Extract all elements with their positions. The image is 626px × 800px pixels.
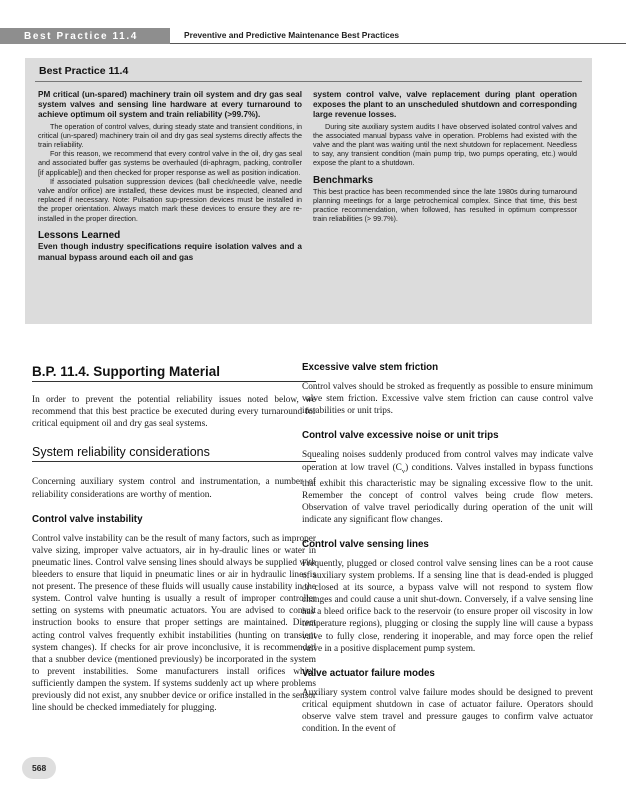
sensing-heading: Control valve sensing lines: [302, 538, 429, 550]
lessons-learned-text: Even though industry specifications require isolation valves and a manual bypass around each oil and gas: [38, 242, 302, 262]
page-number: 568: [22, 757, 56, 779]
noise-text-part: Squealing noises suddenly produced from control valves may indicate valve operation at low travel (C: [302, 450, 593, 473]
noise-heading: Control valve excessive noise or unit trips: [302, 430, 499, 442]
best-practice-right-column: [313, 90, 577, 224]
noise-text-part: ) conditions. Valves installed in bypass functions that exhibit this characteristic may be signaling excessive flow to the unit. Remember the concept of control valves being crude flow meters. Observation of valve travel periodically during operation of the unit will indicate any significant flow changes.: [302, 462, 593, 525]
subsection-title: System reliability considerations: [32, 446, 316, 462]
section-title: B.P. 11.4. Supporting Material: [32, 366, 316, 382]
paragraph: If associated pulsation suppression devices (ball check/needle valve, needle valve and/or orifice) are installed, these devices must be inspected, cleaned and replaced if necessary. Note: Pulsation sup-pression devices must be installed in the proper orientation. Always match mark these devices to ensure they are re-installed in the proper direction.: [38, 176, 302, 223]
main-right-column: [302, 362, 593, 737]
best-practice-title: Best Practice 11.4: [39, 65, 129, 77]
actuator-paragraph: Auxiliary system control valve failure modes should be designed to prevent critical equipment shutdown in case of actuator failure. Operators should observe valve stem travel and pressure gauges to confirm valve actuator condition. In the event of: [302, 687, 593, 735]
benchmarks-text: This best practice has been recommended since the late 1980s during turnaround planning meetings for a large petrochemical complex. Since that time, this best practice recommendation, when followed, has resulted in optimum compressor train reliabilities (> 99.7%).: [313, 186, 577, 224]
header-rule: [170, 43, 626, 44]
benchmarks-heading: Benchmarks: [313, 174, 374, 186]
intro-paragraph: In order to prevent the potential reliability issues noted below, we recommend that this best practice be executed during every turnaround for critical equipment oil and dry gas seal systems.: [32, 395, 316, 430]
friction-paragraph: Control valves should be stroked as frequently as possible to ensure minimum valve stem friction. Excessive valve stem friction can cause control valve instabilities or unit trips.: [302, 382, 593, 417]
best-practice-rule: [35, 81, 582, 82]
best-practice-lead: PM critical (un-spared) machinery train oil system and dry gas seal system valves and sensing line hardware at every turnaround to achieve optimum oil system and train reliability (>99.7%).: [38, 90, 302, 120]
lessons-learned-heading: Lessons Learned: [38, 229, 121, 241]
noise-subscript: v: [401, 467, 406, 475]
best-practice-lead-continued: system control valve, valve replacement during plant operation exposes the plant to an unscheduled shutdown and corresponding large revenue losses.: [313, 90, 577, 120]
best-practice-box: [25, 58, 592, 324]
noise-paragraph: [302, 449, 593, 525]
instability-paragraph: Control valve instability can be the result of many factors, such as improper valve sizing, improper valve actuators, air in hy-draulic lines or water in pneumatic lines. Control valve sensing lines should always be supplied with bleeders to ensure that liquid in pneumatic lines or air in hydraulic lines is not present. The presence of these fluids will usually cause instability in the system. Control valve hunting is usually a result of improper controller setting on systems with pneumatic actuators. You are advised to consult instruction books to ensure that proper settings are maintained. Direct acting control valves frequently exhibit instabilities (hunting on transient system changes). If checks for air prove inconclusive, it is recommended that a snubber device (mentioned previously) be incorporated in the system to prevent instabilities. Some manufacturers install orifices which sufficiently dampen the system. If systems suddenly act up where problems previously did not exist, any snubber device or orifice installed in the sensor line should be checked immediately for plugging.: [32, 533, 316, 714]
paragraph: The operation of control valves, during steady state and transient conditions, in critical (un-spared) machinery train oil and dry gas seal systems directly affects the train reliability.: [38, 121, 302, 150]
header-tab: Best Practice 11.4: [0, 28, 170, 44]
friction-heading: Excessive valve stem friction: [302, 362, 439, 373]
subsection-paragraph: Concerning auxiliary system control and instrumentation, a number of reliability considerations are worthy of mention.: [32, 477, 316, 500]
instability-heading: Control valve instability: [32, 513, 143, 525]
sensing-paragraph: Frequently, plugged or closed control valve sensing lines can be a root cause of auxiliary system problems. If a sensing line that is dead-ended is plugged or closed at its source, a bypass valve will not respond to system flow changes and could cause a unit shut-down. Conversely, if a valve sensing line has a bleed orifice back to the reservoir (to ensure proper oil viscosity in low temperature regions), plugging or closing the supply line will cause a bypass valve to fully close, rendering it inoperable, and may force open the relief valve in a positive displacement pump system.: [302, 558, 593, 654]
header-title: Preventive and Predictive Maintenance Best Practices: [184, 30, 400, 40]
paragraph: For this reason, we recommend that every control valve in the oil, dry gas seal and associated buffer gas systems be overhauled (di-aphragm, packing, controller [if applicable]) and then checked for proper response as well as position indication.: [38, 149, 302, 177]
best-practice-left-column: [38, 90, 302, 263]
main-left-column: [32, 362, 316, 716]
actuator-heading: Valve actuator failure modes: [302, 667, 435, 679]
paragraph: During site auxiliary system audits I have observed isolated control valves and the associated manual bypass valve in operation. Problems had existed with the valve and the plant was waiting until the next shutdown for replacement. Needless to say, any transient condition (main pump trip, two pumps operating, etc.) would expose the plant to a shutdown.: [313, 121, 577, 168]
running-header: [0, 28, 626, 44]
